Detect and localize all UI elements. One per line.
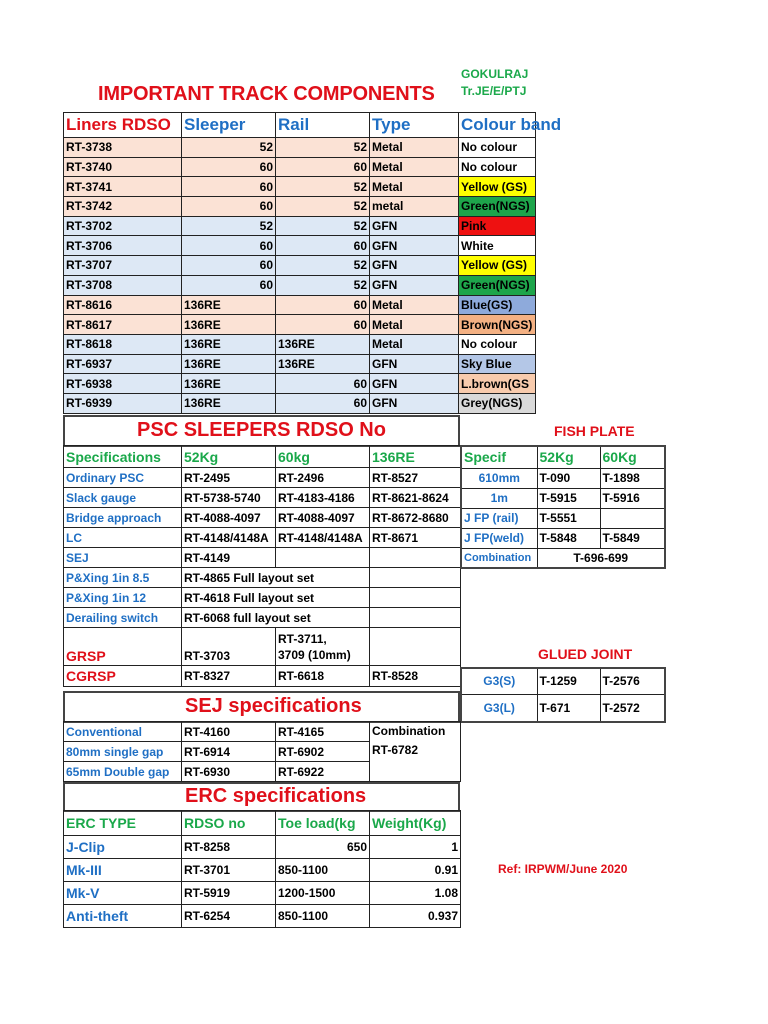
- liners-type: Metal: [370, 334, 459, 354]
- psc-52kg: RT-3703: [182, 628, 276, 666]
- psc-60kg: [276, 628, 370, 666]
- fish-plate-header-spec: Specif: [461, 446, 537, 468]
- liners-header-sleeper: Sleeper: [182, 113, 276, 138]
- psc-52kg: RT-5738-5740: [182, 488, 276, 508]
- liners-colour-band: Sky Blue: [459, 354, 536, 374]
- psc-spec: Slack gauge: [64, 488, 182, 508]
- fish-plate-spec: J FP (rail): [461, 508, 537, 528]
- psc-52kg: RT-4618 Full layout set: [182, 588, 370, 608]
- liners-colour-band: Green(NGS): [459, 197, 536, 217]
- erc-toe-load: 850-1100: [276, 905, 370, 928]
- psc-header-row: [64, 446, 461, 468]
- fish-plate-52kg: T-090: [537, 468, 600, 488]
- psc-spec: P&Xing 1in 12: [64, 588, 182, 608]
- glued-joint-b: T-2576: [600, 668, 665, 694]
- liners-rail: 136RE: [276, 354, 370, 374]
- psc-header-52kg: 52Kg: [182, 446, 276, 468]
- psc-header-spec: Specifications: [64, 446, 182, 468]
- psc-52kg: RT-4149: [182, 548, 276, 568]
- liners-rdso: RT-3706: [64, 236, 182, 256]
- psc-136re: [370, 548, 461, 568]
- psc-spec: SEJ: [64, 548, 182, 568]
- psc-136re: RT-8527: [370, 468, 461, 488]
- psc-row: [64, 588, 461, 608]
- liners-type: GFN: [370, 275, 459, 295]
- liners-row: [64, 157, 536, 177]
- psc-row: [64, 468, 461, 488]
- liners-type: GFN: [370, 393, 459, 413]
- liners-sleeper: 136RE: [182, 374, 276, 394]
- erc-header-row: [64, 811, 461, 836]
- liners-type: GFN: [370, 354, 459, 374]
- glued-joint-spec: G3(L): [461, 694, 537, 722]
- erc-header-toe-load: Toe load(kg: [276, 811, 370, 836]
- liners-rdso: RT-6939: [64, 393, 182, 413]
- psc-row: [64, 568, 461, 588]
- liners-header-row: [64, 113, 536, 138]
- liners-table: [63, 112, 562, 414]
- erc-toe-load: 850-1100: [276, 859, 370, 882]
- liners-rdso: RT-3702: [64, 216, 182, 236]
- psc-title-box: [63, 415, 460, 447]
- fish-plate-header-row: [461, 446, 665, 468]
- author-designation: Tr.JE/E/PTJ: [461, 84, 527, 98]
- sej-b: RT-4165: [276, 722, 370, 742]
- psc-60kg: [276, 548, 370, 568]
- psc-row: [64, 608, 461, 628]
- glued-joint-spec: G3(S): [461, 668, 537, 694]
- psc-row: [64, 666, 461, 687]
- erc-rdso: RT-5919: [182, 882, 276, 905]
- liners-rail: 52: [276, 256, 370, 276]
- liners-header-colour-band: Colour band: [459, 113, 536, 138]
- liners-sleeper: 60: [182, 177, 276, 197]
- liners-row: [64, 295, 536, 315]
- fish-plate-60kg: T-1898: [600, 468, 665, 488]
- liners-rail: 52: [276, 216, 370, 236]
- psc-row: [64, 488, 461, 508]
- psc-60kg: RT-4183-4186: [276, 488, 370, 508]
- liners-rail: 60: [276, 393, 370, 413]
- erc-type: Anti-theft: [64, 905, 182, 928]
- liners-sleeper: 136RE: [182, 315, 276, 335]
- fish-plate-header-60kg: 60Kg: [600, 446, 665, 468]
- psc-60kg: RT-4088-4097: [276, 508, 370, 528]
- liners-colour-band: Blue(GS): [459, 295, 536, 315]
- liners-rail: 60: [276, 157, 370, 177]
- liners-sleeper: 52: [182, 216, 276, 236]
- liners-type: Metal: [370, 138, 459, 158]
- sej-b: RT-6922: [276, 762, 370, 782]
- psc-136re: [370, 588, 461, 608]
- liners-type: GFN: [370, 216, 459, 236]
- fish-plate-spec: 610mm: [461, 468, 537, 488]
- sej-a: RT-6930: [182, 762, 276, 782]
- liners-row: [64, 197, 536, 217]
- sej-spec: 80mm single gap: [64, 742, 182, 762]
- liners-sleeper: 60: [182, 275, 276, 295]
- liners-row: [64, 256, 536, 276]
- liners-sleeper: 60: [182, 236, 276, 256]
- psc-52kg: RT-4865 Full layout set: [182, 568, 370, 588]
- erc-header-rdso: RDSO no: [182, 811, 276, 836]
- fish-plate-header-52kg: 52Kg: [537, 446, 600, 468]
- liners-rail: 60: [276, 236, 370, 256]
- liners-row: [64, 177, 536, 197]
- liners-header-rail: Rail: [276, 113, 370, 138]
- liners-type: Metal: [370, 157, 459, 177]
- author-name: GOKULRAJ: [461, 67, 529, 81]
- psc-header-60kg: 60kg: [276, 446, 370, 468]
- liners-rail: 60: [276, 315, 370, 335]
- erc-title-box: [63, 782, 460, 812]
- liners-row: [64, 138, 536, 158]
- erc-row: [64, 905, 461, 928]
- psc-row: [64, 528, 461, 548]
- erc-rdso: RT-6254: [182, 905, 276, 928]
- psc-row: [64, 548, 461, 568]
- erc-header-weight: Weight(Kg): [370, 811, 461, 836]
- erc-type: J-Clip: [64, 836, 182, 859]
- sej-combination-label: Combination: [372, 724, 446, 738]
- liners-rdso: RT-6937: [64, 354, 182, 374]
- liners-row: [64, 315, 536, 335]
- erc-row: [64, 882, 461, 905]
- psc-60kg: RT-4148/4148A: [276, 528, 370, 548]
- page-title: IMPORTANT TRACK COMPONENTS: [98, 83, 435, 105]
- psc-spec: GRSP: [64, 628, 182, 666]
- fish-plate-row: [461, 528, 665, 548]
- psc-136re: [370, 628, 461, 666]
- erc-weight: 1.08: [370, 882, 461, 905]
- liners-sleeper: 136RE: [182, 334, 276, 354]
- psc-table: [63, 445, 461, 687]
- liners-row: [64, 354, 536, 374]
- glued-joint-b: T-2572: [600, 694, 665, 722]
- liners-sleeper: 136RE: [182, 393, 276, 413]
- reference-note: Ref: IRPWM/June 2020: [498, 862, 628, 876]
- psc-52kg: RT-4088-4097: [182, 508, 276, 528]
- fish-plate-row: [461, 508, 665, 528]
- glued-joint-row: [461, 668, 665, 694]
- liners-header-rdso: Liners RDSO: [64, 113, 182, 138]
- liners-colour-band: Grey(NGS): [459, 393, 536, 413]
- liners-sleeper: 52: [182, 138, 276, 158]
- fish-plate-52kg: T-5551: [537, 508, 600, 528]
- erc-toe-load: 650: [276, 836, 370, 859]
- liners-sleeper: 60: [182, 256, 276, 276]
- liners-row: [64, 275, 536, 295]
- liners-rail: 52: [276, 275, 370, 295]
- glued-joint-a: T-671: [537, 694, 600, 722]
- liners-rdso: RT-3741: [64, 177, 182, 197]
- psc-spec: LC: [64, 528, 182, 548]
- liners-row: [64, 393, 536, 413]
- liners-rdso: RT-3738: [64, 138, 182, 158]
- psc-spec: CGRSP: [64, 666, 182, 687]
- liners-colour-band: Yellow (GS): [459, 177, 536, 197]
- glued-joint-a: T-1259: [537, 668, 600, 694]
- fish-plate-52kg: T-5848: [537, 528, 600, 548]
- psc-spec: Derailing switch: [64, 608, 182, 628]
- liners-type: GFN: [370, 236, 459, 256]
- glued-joint-row: [461, 694, 665, 722]
- erc-weight: 0.937: [370, 905, 461, 928]
- liners-rdso: RT-8617: [64, 315, 182, 335]
- psc-header-136re: 136RE: [370, 446, 461, 468]
- fish-plate-title: FISH PLATE: [554, 423, 635, 439]
- liners-sleeper: 60: [182, 157, 276, 177]
- glued-joint-table: [460, 667, 666, 723]
- erc-weight: 0.91: [370, 859, 461, 882]
- sej-title-box: [63, 691, 460, 723]
- erc-rdso: RT-3701: [182, 859, 276, 882]
- liners-type: metal: [370, 197, 459, 217]
- liners-rail: 52: [276, 197, 370, 217]
- psc-136re: [370, 568, 461, 588]
- fish-plate-row: [461, 468, 665, 488]
- fish-plate-spec: J FP(weld): [461, 528, 537, 548]
- erc-weight: 1: [370, 836, 461, 859]
- liners-colour-band: No colour: [459, 334, 536, 354]
- psc-60kg: RT-2496: [276, 468, 370, 488]
- sej-title: SEJ specifications: [185, 695, 362, 717]
- liners-row: [64, 374, 536, 394]
- sej-combination-value: RT-6782: [372, 743, 419, 757]
- liners-sleeper: 60: [182, 197, 276, 217]
- liners-colour-band: No colour: [459, 157, 536, 177]
- psc-52kg: RT-6068 full layout set: [182, 608, 370, 628]
- psc-136re: RT-8671: [370, 528, 461, 548]
- erc-rdso: RT-8258: [182, 836, 276, 859]
- erc-table: [63, 810, 461, 928]
- liners-colour-band: Pink: [459, 216, 536, 236]
- liners-row: [64, 216, 536, 236]
- liners-rail: 136RE: [276, 334, 370, 354]
- fish-plate-60kg: T-5849: [600, 528, 665, 548]
- sej-combination-cell: [370, 722, 461, 782]
- liners-rdso: RT-3708: [64, 275, 182, 295]
- sej-a: RT-4160: [182, 722, 276, 742]
- liners-rdso: RT-8618: [64, 334, 182, 354]
- liners-rdso: RT-3740: [64, 157, 182, 177]
- liners-colour-band: Green(NGS): [459, 275, 536, 295]
- sej-spec: 65mm Double gap: [64, 762, 182, 782]
- liners-type: Metal: [370, 177, 459, 197]
- liners-colour-band: Brown(NGS): [459, 315, 536, 335]
- fish-plate-spec: Combination: [461, 548, 537, 568]
- liners-rail: 60: [276, 295, 370, 315]
- erc-title: ERC specifications: [185, 785, 367, 807]
- liners-rail: 60: [276, 374, 370, 394]
- psc-136re: RT-8528: [370, 666, 461, 687]
- liners-rail: 52: [276, 177, 370, 197]
- liners-type: Metal: [370, 295, 459, 315]
- erc-row: [64, 859, 461, 882]
- sej-b: RT-6902: [276, 742, 370, 762]
- sej-a: RT-6914: [182, 742, 276, 762]
- liners-row: [64, 236, 536, 256]
- psc-row: [64, 508, 461, 528]
- psc-60kg-line2: 3709 (10mm): [278, 647, 351, 662]
- glued-joint-title: GLUED JOINT: [538, 646, 633, 662]
- author-credit: [461, 66, 528, 100]
- liners-rdso: RT-3742: [64, 197, 182, 217]
- sej-row: [64, 722, 461, 742]
- erc-type: Mk-V: [64, 882, 182, 905]
- liners-header-type: Type: [370, 113, 459, 138]
- liners-sleeper: 136RE: [182, 354, 276, 374]
- liners-colour-band: White: [459, 236, 536, 256]
- fish-plate-row: [461, 488, 665, 508]
- psc-spec: Ordinary PSC: [64, 468, 182, 488]
- psc-136re: RT-8621-8624: [370, 488, 461, 508]
- fish-plate-table: [460, 445, 666, 569]
- psc-52kg: RT-4148/4148A: [182, 528, 276, 548]
- fish-plate-60kg: [600, 508, 665, 528]
- sej-table: [63, 721, 461, 782]
- psc-60kg: RT-6618: [276, 666, 370, 687]
- psc-title: PSC SLEEPERS RDSO No: [137, 419, 386, 441]
- fish-plate-spec: 1m: [461, 488, 537, 508]
- liners-colour-band: L.brown(GS: [459, 374, 536, 394]
- liners-sleeper: 136RE: [182, 295, 276, 315]
- psc-136re: [370, 608, 461, 628]
- erc-type: Mk-III: [64, 859, 182, 882]
- liners-type: GFN: [370, 374, 459, 394]
- liners-type: GFN: [370, 256, 459, 276]
- liners-type: Metal: [370, 315, 459, 335]
- psc-60kg-line1: RT-3711,: [278, 631, 327, 646]
- fish-plate-60kg: T-5916: [600, 488, 665, 508]
- liners-colour-band: Yellow (GS): [459, 256, 536, 276]
- psc-spec: P&Xing 1in 8.5: [64, 568, 182, 588]
- psc-136re: RT-8672-8680: [370, 508, 461, 528]
- erc-row: [64, 836, 461, 859]
- fish-plate-row: [461, 548, 665, 568]
- liners-rdso: RT-8616: [64, 295, 182, 315]
- liners-rdso: RT-3707: [64, 256, 182, 276]
- psc-spec: Bridge approach: [64, 508, 182, 528]
- erc-toe-load: 1200-1500: [276, 882, 370, 905]
- psc-52kg: RT-2495: [182, 468, 276, 488]
- fish-plate-combination-value: T-696-699: [537, 548, 665, 568]
- liners-row: [64, 334, 536, 354]
- sej-spec: Conventional: [64, 722, 182, 742]
- liners-colour-band: No colour: [459, 138, 536, 158]
- liners-rail: 52: [276, 138, 370, 158]
- liners-rdso: RT-6938: [64, 374, 182, 394]
- fish-plate-52kg: T-5915: [537, 488, 600, 508]
- psc-row: [64, 628, 461, 666]
- erc-header-type: ERC TYPE: [64, 811, 182, 836]
- psc-52kg: RT-8327: [182, 666, 276, 687]
